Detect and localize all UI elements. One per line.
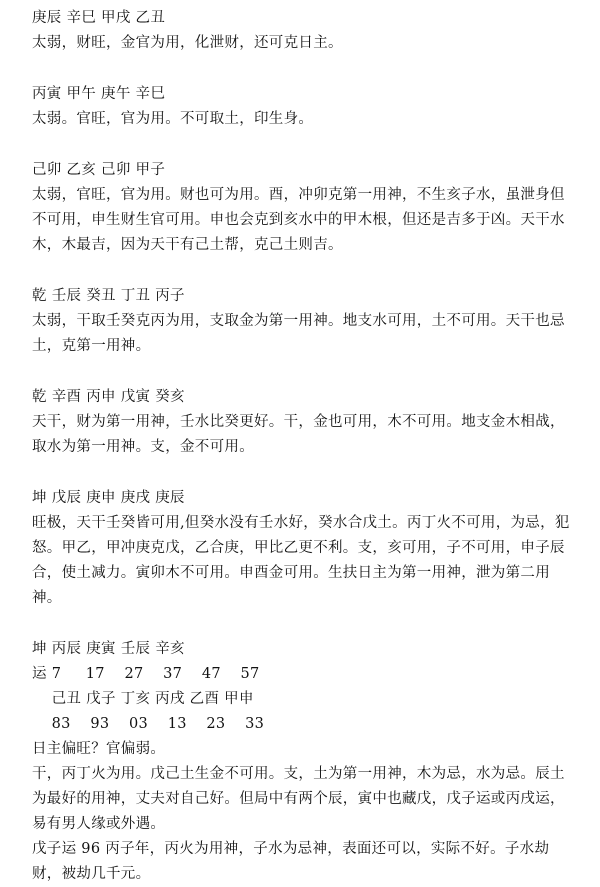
analysis-text: 天干，财为第一用神，壬水比癸更好。干，金也可用，木不可用。地支金木相战，取水为第一用神。支，金不可用。 [32, 414, 565, 455]
chart-block-1 [32, 6, 576, 56]
analysis-text: 太弱，干取壬癸克丙为用，支取金为第一用神。地支水可用，土不可用。天干也忌土，克第一用神。 [32, 313, 565, 354]
bazi-header: 丙寅 甲午 庚午 辛巳 [32, 86, 166, 102]
question-text: 日主偏旺？官偏弱。 [32, 741, 166, 757]
luck-years-line: 83 93 03 13 23 33 [32, 716, 265, 732]
bazi-header: 乾 辛酉 丙申 戊寅 癸亥 [32, 389, 185, 405]
chart-block-2 [32, 82, 576, 132]
spacer [32, 359, 576, 385]
spacer [32, 132, 576, 158]
spacer [32, 611, 576, 637]
analysis-text: 干，丙丁火为用。戊己土生金不可用。支，土为第一用神，木为忌，水为忌。辰土为最好的用神，丈夫对自己好。但局中有两个辰，寅中也藏戊，戊子运或丙戌运，易有男人缘或外遇。 [32, 766, 565, 832]
luck-ages-line: 运 7 17 27 37 47 57 [32, 666, 260, 682]
bazi-header: 庚辰 辛巳 甲戌 乙丑 [32, 10, 166, 26]
chart-block-4 [32, 284, 576, 359]
bazi-header: 坤 戊辰 庚申 庚戌 庚辰 [32, 490, 185, 506]
chart-block-7 [32, 637, 576, 887]
analysis-text: 戊子运 96 丙子年，丙火为用神，子水为忌神，表面还可以，实际不好。子水劫财，被劫几千元。 [32, 841, 550, 882]
analysis-text: 太弱，财旺，金官为用，化泄财，还可克日主。 [32, 35, 343, 51]
chart-block-6 [32, 486, 576, 611]
bazi-header: 乾 壬辰 癸丑 丁丑 丙子 [32, 288, 185, 304]
bazi-header: 坤 丙辰 庚寅 壬辰 辛亥 [32, 641, 185, 657]
analysis-text: 太弱。官旺，官为用。不可取土，印生身。 [32, 111, 314, 127]
spacer [32, 460, 576, 486]
analysis-text: 太弱，官旺，官为用。财也可为用。酉，冲卯克第一用神，不生亥子水，虽泄身但不可用，申生财生官可用。申也会克到亥水中的甲木根，但还是吉多于凶。天干水木，木最吉，因为天干有己土帮，克己土则吉。 [32, 187, 565, 253]
chart-block-5 [32, 385, 576, 460]
analysis-text: 旺极，天干壬癸皆可用,但癸水没有壬水好，癸水合戊土。丙丁火不可用，为忌，犯怒。甲乙，甲冲庚克戊，乙合庚，甲比乙更不利。支，亥可用，子不可用，申子辰合，使土减力。寅卯木不可用。申酉金可用。生扶日主为第一用神，泄为第二用神。 [32, 515, 570, 606]
spacer [32, 56, 576, 82]
chart-block-3 [32, 158, 576, 258]
luck-pillars-line: 己丑 戊子 丁亥 丙戌 乙酉 甲申 [32, 691, 254, 707]
bazi-header: 己卯 乙亥 己卯 甲子 [32, 162, 166, 178]
spacer [32, 258, 576, 284]
